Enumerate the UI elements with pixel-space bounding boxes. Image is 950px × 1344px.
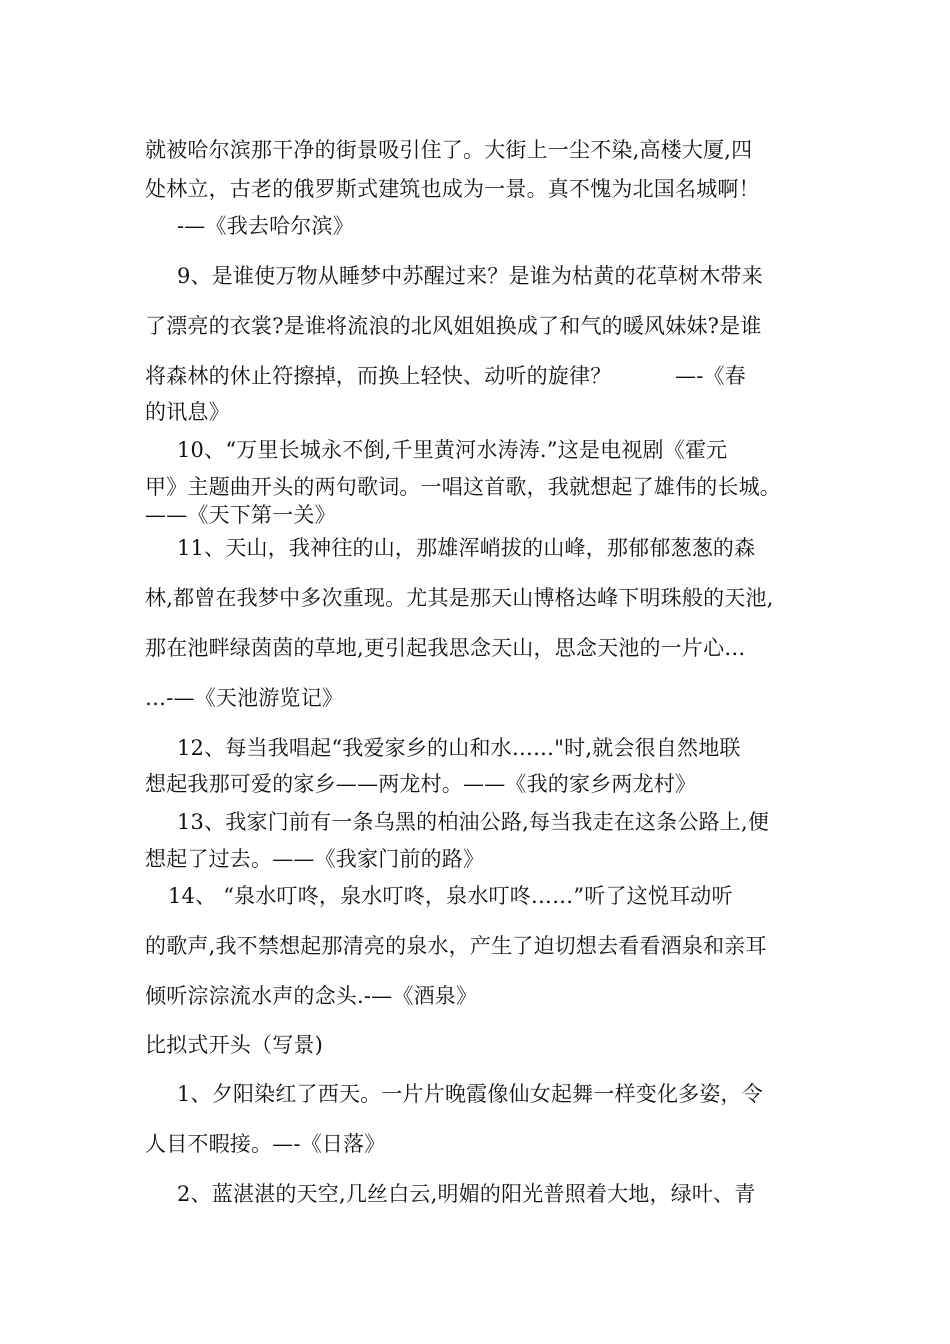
source-citation: …-—《天池游览记》 [145, 686, 344, 710]
section-heading: 比拟式开头（写景) [145, 1033, 323, 1057]
text-line: 就被哈尔滨那干净的街景吸引住了。大街上一尘不染,高楼大厦,四 [145, 138, 753, 162]
text-line: 甲》主题曲开头的两句歌词。一唱这首歌，我就想起了雄伟的长城。 [145, 475, 781, 499]
text-line: 9、是谁使万物从睡梦中苏醒过来？是谁为枯黄的花草树木带来 [177, 264, 763, 288]
text-line: 了漂亮的衣裳?是谁将流浪的北风姐姐换成了和气的暖风妹妹?是谁 [145, 314, 762, 338]
text-line: 1、夕阳染红了西天。一片片晚霞像仙女起舞一样变化多姿，令 [177, 1082, 763, 1106]
text-line: 那在池畔绿茵茵的草地,更引起我思念天山，思念天池的一片心… [145, 636, 746, 660]
text-line: 11、天山，我神往的山，那雄浑峭拔的山峰，那郁郁葱葱的森 [177, 536, 756, 560]
text-line: 2、蓝湛湛的天空,几丝白云,明媚的阳光普照着大地，绿叶、青 [177, 1182, 756, 1206]
text-line: 人目不暇接。—-《日落》 [145, 1132, 386, 1156]
source-citation: 的讯息》 [145, 400, 230, 424]
source-citation: -—《我去哈尔滨》 [177, 214, 354, 238]
text-line: 12、每当我唱起“我爱家乡的山和水……"时,就会很自然地联 [177, 736, 741, 760]
text-line: 将森林的休止符擦掉，而换上轻快、动听的旋律？ —-《春 [145, 364, 746, 388]
text-line: 处林立，古老的俄罗斯式建筑也成为一景。真不愧为北国名城啊！ [145, 177, 760, 201]
text-line: 14、 “泉水叮咚，泉水叮咚，泉水叮咚……”听了这悦耳动听 [168, 884, 733, 908]
text-line: 想起我那可爱的家乡——两龙村。——《我的家乡两龙村》 [145, 772, 697, 796]
text-line: 的歌声,我不禁想起那清亮的泉水，产生了迫切想去看看酒泉和亲耳 [145, 934, 767, 958]
text-line: 想起了过去。——《我家门前的路》 [145, 847, 485, 871]
text-line: 林,都曾在我梦中多次重现。尤其是那天山博格达峰下明珠般的天池, [145, 586, 774, 610]
source-citation: ——《天下第一关》 [145, 503, 336, 527]
text-line: 13、我家门前有一条乌黑的柏油公路,每当我走在这条公路上,便 [177, 810, 770, 834]
text-line: 倾听淙淙流水声的念头.-—《酒泉》 [145, 984, 478, 1008]
text-line: 10、“万里长城永不倒,千里黄河水涛涛.”这是电视剧《霍元 [177, 438, 728, 462]
